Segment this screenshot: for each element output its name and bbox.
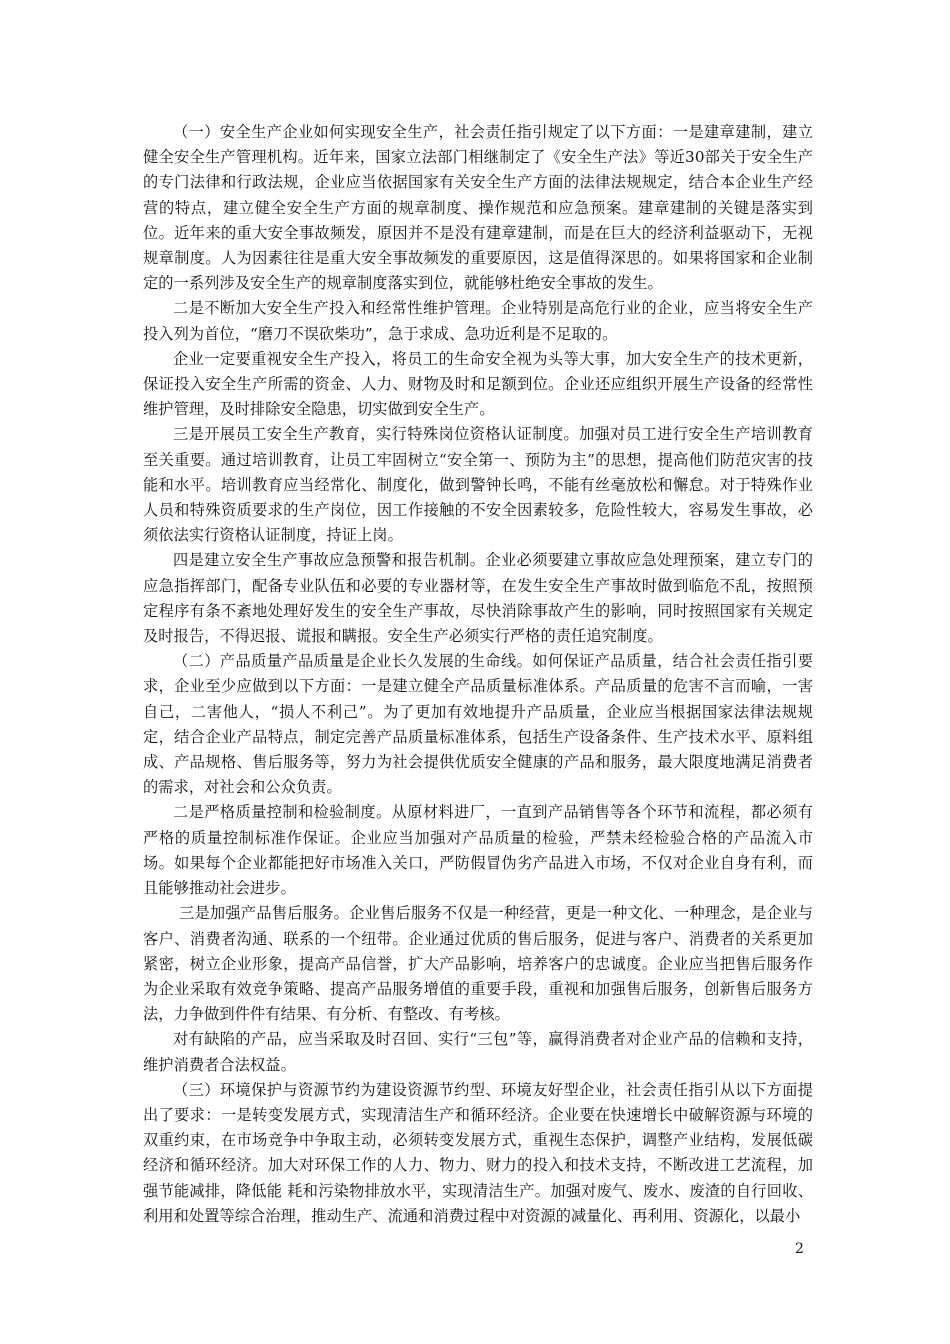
paragraph-safety-funding: 企业一定要重视安全生产投入，将员工的生命安全视为头等大事，加大安全生产的技术更新，保证投入安全生产所需的资金、人力、财物及时和足额到位。企业还应组织开展生产设备的经常性维护管理，及时排除安全隐患，切实做到安全生产。 <box>143 349 813 419</box>
paragraph-safety-emergency: 四是建立安全生产事故应急预警和报告机制。企业必须要建立事故应急处理预案，建立专门的应急指挥部门，配备专业队伍和必要的专业器材等，在发生安全生产事故时做到临危不乱，按照预定程序有条不紊地处理好发生的安全生产事故，尽快消除事故产生的影响，同时按照国家有关规定及时报告，不得迟报、谎报和瞒报。安全生产必须实行严格的责任追究制度。 <box>143 551 813 646</box>
paragraph-safety-intro: （一）安全生产企业如何实现安全生产，社会责任指引规定了以下方面：一是建章建制，建立健全安全生产管理机构。近年来，国家立法部门相继制定了《安全生产法》等近30部关于安全生产的专门法律和行政法规，企业应当依据国家有关安全生产方面的法律法规规定，结合本企业生产经营的特点，建立健全安全生产方面的规章制度、操作规范和应急预案。建章建制的关键是落实到位。近年来的重大安全事故频发，原因并不是没有建章建制，而是在巨大的经济利益驱动下，无视规章制度。人为因素往往是重大安全事故频发的重要原因，这是值得深思的。如果将国家和企业制定的一系列涉及安全生产的规章制度落实到位，就能够杜绝安全事故的发生。 <box>143 123 813 293</box>
paragraph-quality-control: 二是严格质量控制和检验制度。从原材料进厂，一直到产品销售等各个环节和流程，都必须有严格的质量控制标准作保证。企业应当加强对产品质量的检验，严禁未经检验合格的产品流入市场。如果每个企业都能把好市场准入关口，严防假冒伪劣产品进入市场，不仅对企业自身有利，而且能够推动社会进步。 <box>143 803 813 898</box>
paragraph-defective-products: 对有缺陷的产品，应当采取及时召回、实行“三包”等，赢得消费者对企业产品的信赖和支持，维护消费者合法权益。 <box>143 1030 813 1074</box>
page-number: 2 <box>795 1241 804 1257</box>
document-body <box>143 120 813 1229</box>
paragraph-safety-education: 三是开展员工安全生产教育，实行特殊岗位资格认证制度。加强对员工进行安全生产培训教育至关重要。通过培训教育，让员工牢固树立“安全第一、预防为主”的思想，提高他们防范灾害的技能和水平。培训教育应当经常化、制度化，做到警钟长鸣，不能有丝毫放松和懈怠。对于特殊作业人员和特殊资质要求的生产岗位，因工作接触的不安全因素较多，危险性较大，容易发生事故，必须依法实行资格认证制度，持证上岗。 <box>143 425 813 545</box>
paragraph-after-sales: 三是加强产品售后服务。企业售后服务不仅是一种经营，更是一种文化、一种理念，是企业与客户、消费者沟通、联系的一个纽带。企业通过优质的售后服务，促进与客户、消费者的关系更加紧密，树立企业形象，提高产品信誉，扩大产品影响，培养客户的忠诚度。企业应当把售后服务作为企业采取有效竞争策略、提高产品服务增值的重要手段，重视和加强售后服务，创新售后服务方法，力争做到件件有结果、有分析、有整改、有考核。 <box>143 904 813 1024</box>
paragraph-safety-investment: 二是不断加大安全生产投入和经常性维护管理。企业特别是高危行业的企业，应当将安全生产投入列为首位，“磨刀不误砍柴功”，急于求成、急功近利是不足取的。 <box>143 299 813 343</box>
paragraph-quality-intro: （二）产品质量产品质量是企业长久发展的生命线。如何保证产品质量，结合社会责任指引要求，企业至少应做到以下方面：一是建立健全产品质量标准体系。产品质量的危害不言而喻，一害自己，二害他人，“损人不利己”。为了更加有效地提升产品质量，企业应当根据国家法律法规规定，结合企业产品特点，制定完善产品质量标准体系，包括生产设备条件、生产技术水平、原料组成、产品规格、售后服务等，努力为社会提供优质安全健康的产品和服务，最大限度地满足消费者的需求，对社会和公众负责。 <box>143 652 813 797</box>
paragraph-environment: （三）环境保护与资源节约为建设资源节约型、环境友好型企业，社会责任指引从以下方面提出了要求：一是转变发展方式，实现清洁生产和循环经济。企业要在快速增长中破解资源与环境的双重约束，在市场竞争中争取主动，必须转变发展方式，重视生态保护，调整产业结构，发展低碳经济和循环经济。加大对环保工作的人力、物力、财力的投入和技术支持，不断改进工艺流程，加强节能减排，降低能 耗和污染物排放水平，实现清洁生产。加强对废气、废水、废渣的自行回收、利用和处置等综合治理，推动生产、流通和消费过程中对资源的减量化、再利用、资源化，以最小 <box>143 1080 813 1225</box>
